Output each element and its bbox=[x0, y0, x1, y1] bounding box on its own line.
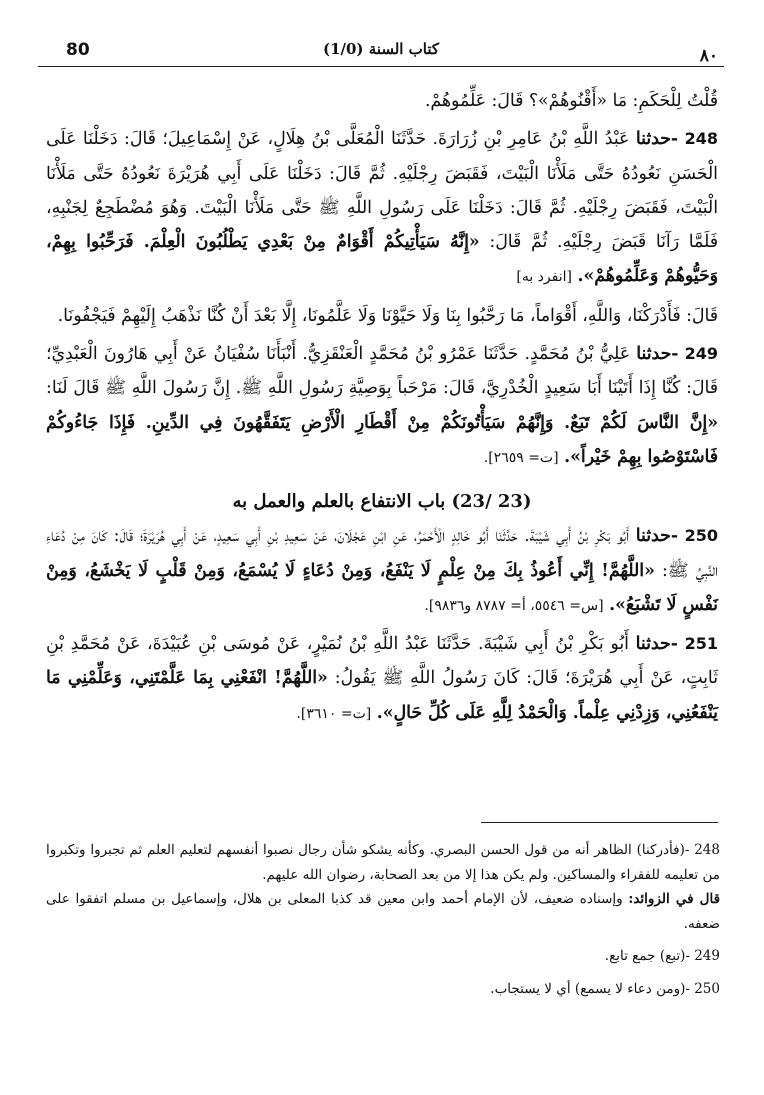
page-number-latin: 80 bbox=[66, 40, 90, 60]
haddathana-label: -حدثنا bbox=[636, 344, 679, 365]
hadith-isnad: عَلِيُّ بْنُ مُحَمَّدٍ. حَدَّثَنَا عَمْرُو بْنُ مُحَمَّدٍ الْعَنْقَزِيُّ. أَنْبَأَنَا سُفْيَانُ عَنْ أَبِي هَارُونَ الْعَبْدِيِّ؛ قَالَ: كُنَّا إِذَا أَتَيْنَا أَبَا سَعِيدٍ الْخُدْرِيَّ، قَالَ: مَرْحَباً بِوَصِيَّةِ رَسُولِ اللَّهِ ﷺ. إِنَّ رَسُولَ اللَّهِ ﷺ قَالَ لَنَا: bbox=[46, 344, 718, 399]
footnote-label: 250 -(ومن دعاء لا يسمع) bbox=[574, 980, 720, 997]
page-header bbox=[38, 32, 724, 67]
footnote-249 bbox=[46, 944, 720, 969]
footnote-label: 248 -(فأدركنا) bbox=[636, 842, 720, 858]
hadith-248-continuation: قَالَ: فَأَدْرَكْنَا، وَاللَّهِ، أَقْوَاماً، مَا رَحَّبُوا بِنَا وَلَا حَيَّوْنَا وَلَا عَلَّمُونَا، إِلَّا بَعْدَ أَنْ كُنَّا نَذْهَبُ إِلَيْهِمْ فَيَجْفُونَا. bbox=[57, 305, 718, 326]
haddathana-label: -حدثنا bbox=[635, 634, 678, 655]
footnote-250 bbox=[46, 977, 720, 1002]
haddathana-label: -حدثنا bbox=[635, 129, 679, 150]
footnote-text: أي لا يستجاب. bbox=[490, 980, 571, 997]
hadith-reference: [س= ٥٥٤٦، أ= ٨٧٨٧ و٩٨٣٦]. bbox=[424, 597, 604, 614]
hadith-reference: [ت= ٣٦١٠]. bbox=[296, 705, 372, 722]
hadith-249 bbox=[46, 337, 718, 475]
hadith-isnad: عَبْدُ اللَّهِ بْنُ عَامِرِ بْنِ زُرَارَةَ. حَدَّثَنَا الْمُعَلَّى بْنُ هِلَالٍ، عَنْ إِسْمَاعِيلَ؛ قَالَ: دَخَلْنَا عَلَى الْحَسَنِ نَعُودُهُ حَتَّى مَلَأْنَا الْبَيْتَ، فَقَبَضَ رِجْلَيْهِ. ثُمَّ قَالَ: دَخَلْنَا عَلَى أَبِي هُرَيْرَةَ نَعُودُهُ حَتَّى مَلَأْنَا الْبَيْتَ، فَقَبَضَ رِجْلَيْهِ. ثُمَّ قَالَ: دَخَلْنَا عَلَى رَسُولِ اللَّهِ ﷺ حَتَّى مَلَأْنَا الْبَيْتَ. وَهُوَ مُضْطَجِعٌ لِجَنْبِهِ، فَلَمَّا رَآنَا قَبَضَ رِجْلَيْهِ. ثُمَّ قَالَ: bbox=[46, 129, 718, 253]
haddathana-label: -حدثنا bbox=[635, 526, 678, 547]
opening-line: قُلْتُ لِلْحَكَمِ: مَا «أَقْنُوهُمْ»؟ قَالَ: عَلِّمُوهُمْ. bbox=[424, 91, 718, 111]
footnote-text: جمع تابع. bbox=[604, 948, 656, 964]
hadith-number: 249 bbox=[684, 344, 719, 364]
hadith-matn: «إِنَّ النَّاسَ لَكُمْ تَبَعٌ. وَإِنَّهُمْ سَيَأْتُونَكُمْ مِنْ أَقْطَارِ الْأَرْضِ يَتَفَقَّهُونَ فِي الدِّينِ. فَإِذَا جَاءُوكُمْ فَاسْتَوْصُوا بِهِمْ خَيْراً». bbox=[46, 412, 718, 467]
footnote-divider bbox=[481, 822, 718, 823]
hadith-matn: «اللَّهُمَّ! انْفَعْنِي بِمَا عَلَّمْتَنِي، وَعَلِّمْنِي مَا يَنْفَعُنِي، وَزِدْنِي عِلْماً. وَالْحَمْدُ لِلَّهِ عَلَى كُلِّ حَالٍ». bbox=[46, 668, 718, 723]
footnotes bbox=[46, 838, 720, 1001]
footnote-zawaid bbox=[46, 887, 720, 936]
hadith-250 bbox=[46, 519, 718, 623]
hadith-reference: [ت= ٢٦٥٩]. bbox=[483, 449, 559, 466]
hadith-matn: «إِنَّهُ سَيَأْتِيكُمْ أَقْوَامٌ مِنْ بَعْدِي يَطْلُبُونَ الْعِلْمَ. فَرَحِّبُوا بِهِمْ، وَحَيُّوهُمْ وَعَلِّمُوهُمْ». bbox=[46, 232, 718, 287]
hadith-number: 251 bbox=[684, 634, 718, 654]
footnote-text: الظاهر أنه من قول الحسن البصري. وكأنه يشكو شأن رجال نصبوا أنفسهم لتعليم العلم ثم تجبروا وتكبروا من تعليمه للفقراء والمساكين. ولم يكن هذا إلا من بعد الصحابة، رضوان الله عليهم. bbox=[46, 842, 720, 883]
hadith-isnad: أَبُو بَكْرِ بْنُ أَبِي شَيْبَةَ. حَدَّثَنَا أَبُو خَالِدٍ الْأَحْمَرُ، عَنِ ابْنِ عَجْلَانَ، عَنْ سَعِيدِ بْنِ أَبِي سَعِيدٍ، عَنْ أَبِي هُرَيْرَةَ؛ قَالَ: كَانَ مِنْ دُعَاءِ النَّبِيِّ ﷺ: bbox=[46, 526, 719, 581]
main-text bbox=[46, 84, 718, 731]
hadith-number: 248 bbox=[684, 129, 718, 149]
zawaid-text: وإسناده ضعيف، لأن الإمام أحمد وابن معين قد كذبا المعلى بن هلال، وإسماعيل بن مسلم اتفقوا على ضعفه. bbox=[46, 891, 720, 932]
chapter-heading: (23 /23) باب الانتفاع بالعلم والعمل به bbox=[232, 491, 532, 513]
zawaid-title: قال في الزوائد: bbox=[628, 891, 721, 907]
footnote-248 bbox=[46, 838, 720, 887]
page-number-arabic: ٨٠ bbox=[699, 46, 718, 66]
running-title: (1/0) كتاب السنة bbox=[322, 40, 440, 58]
hadith-isnad: أَبُو بَكْرِ بْنُ أَبِي شَيْبَةَ. حَدَّثَنَا عَبْدُ اللَّهِ بْنُ نُمَيْرٍ، عَنْ مُوسَى بْنِ عُبَيْدَةَ، عَنْ مُحَمَّدِ بْنِ ثَابِتٍ، عَنْ أَبِي هُرَيْرَةَ؛ قَالَ: كَانَ رَسُولُ اللَّهِ ﷺ يَقُولُ: bbox=[46, 634, 719, 689]
hadith-251 bbox=[46, 627, 718, 731]
hadith-number: 250 bbox=[684, 526, 719, 546]
hadith-matn: «اللَّهُمَّ! إِنِّي أَعُوذُ بِكَ مِنْ عِلْمٍ لَا يَنْفَعُ، وَمِنْ دُعَاءٍ لَا يُسْمَعُ، وَمِنْ قَلْبٍ لَا يَخْشَعُ، وَمِنْ نَفْسٍ لَا تَشْبَعُ». bbox=[46, 560, 718, 615]
footnote-label: 249 -(تبع) bbox=[659, 948, 720, 964]
hadith-248 bbox=[46, 122, 718, 294]
hadith-reference: [انفرد به] bbox=[516, 269, 572, 286]
